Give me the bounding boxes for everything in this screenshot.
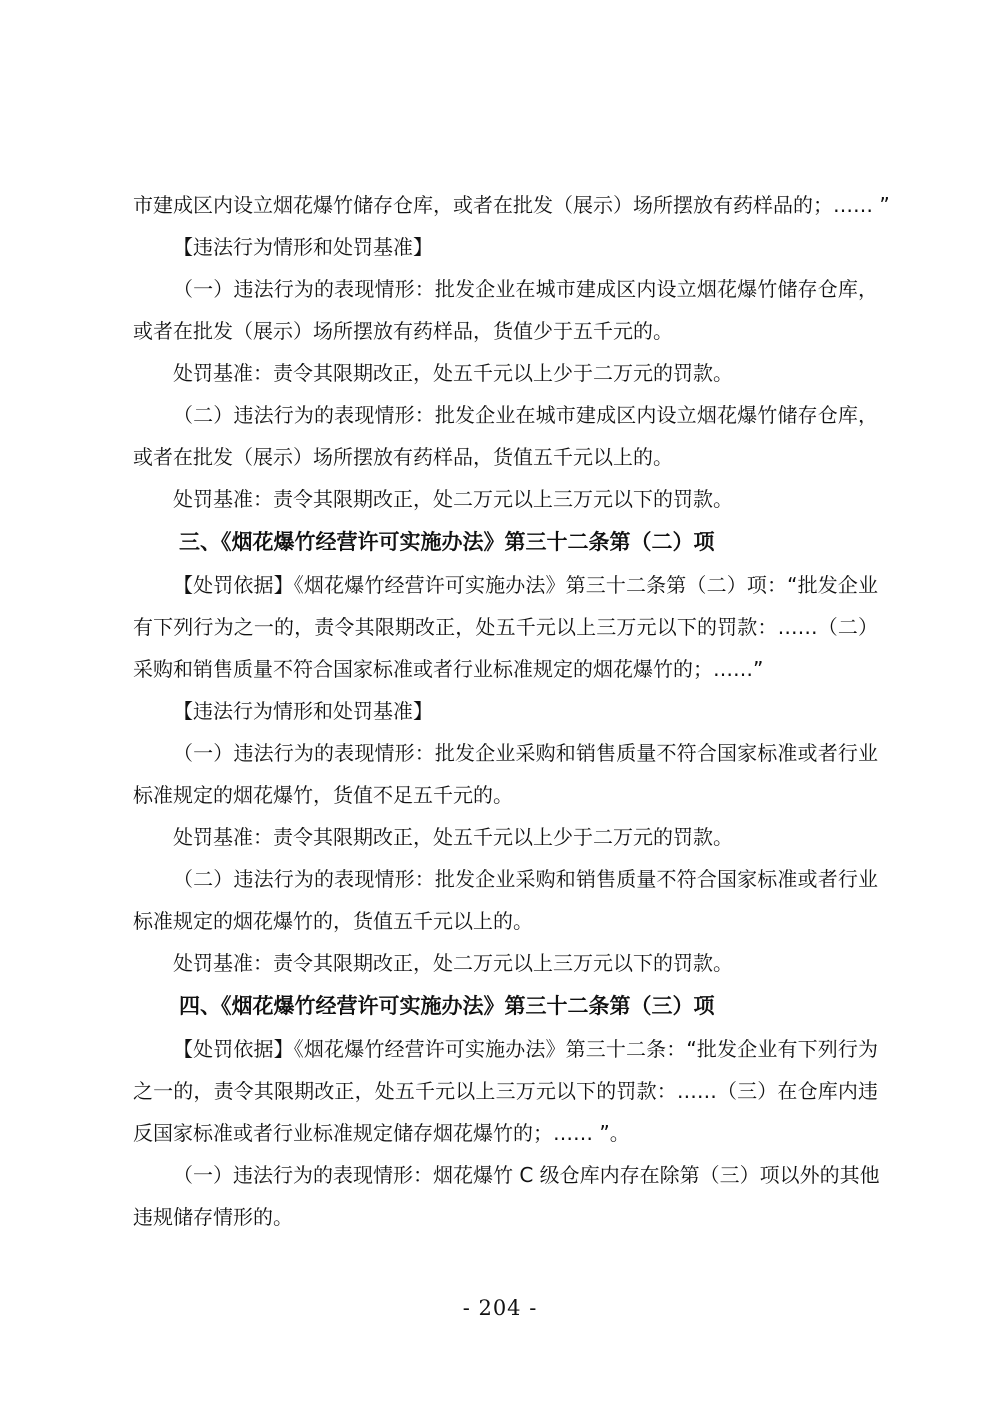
text-line: （一）违法行为的表现情形：烟花爆竹 C 级仓库内存在除第（三）项以外的其他 [173,1163,880,1187]
page-number: - 204 - [462,1296,538,1320]
text-line: 【处罚依据】《烟花爆竹经营许可实施办法》第三十二条第（二）项：“批发企业 [173,573,878,597]
section-heading: 三、《烟花爆竹经营许可实施办法》第三十二条第（二）项 [179,529,715,554]
text-line: 处罚基准：责令其限期改正，处二万元以上三万元以下的罚款。 [173,487,733,511]
text-line: 处罚基准：责令其限期改正，处五千元以上少于二万元的罚款。 [173,825,733,849]
text-line: 违规储存情形的。 [133,1205,293,1229]
text-line: 处罚基准：责令其限期改正，处五千元以上少于二万元的罚款。 [173,361,733,385]
text-line: （一）违法行为的表现情形：批发企业采购和销售质量不符合国家标准或者行业 [173,741,878,765]
text-line: 反国家标准或者行业标准规定储存烟花爆竹的；…… ”。 [133,1121,630,1145]
text-line: （二）违法行为的表现情形：批发企业在城市建成区内设立烟花爆竹储存仓库， [173,403,878,427]
text-line: 【违法行为情形和处罚基准】 [173,235,433,259]
text-line: 【违法行为情形和处罚基准】 [173,699,433,723]
text-line: 标准规定的烟花爆竹，货值不足五千元的。 [133,783,513,807]
text-line: （一）违法行为的表现情形：批发企业在城市建成区内设立烟花爆竹储存仓库， [173,277,878,301]
text-line: 【处罚依据】《烟花爆竹经营许可实施办法》第三十二条：“批发企业有下列行为 [173,1037,878,1061]
text-line: （二）违法行为的表现情形：批发企业采购和销售质量不符合国家标准或者行业 [173,867,878,891]
section-heading: 四、《烟花爆竹经营许可实施办法》第三十二条第（三）项 [179,993,715,1018]
text-line: 之一的，责令其限期改正，处五千元以上三万元以下的罚款：……（三）在仓库内违 [133,1079,878,1103]
text-line: 有下列行为之一的，责令其限期改正，处五千元以上三万元以下的罚款：……（二） [133,615,878,639]
text-line: 处罚基准：责令其限期改正，处二万元以上三万元以下的罚款。 [173,951,733,975]
text-line: 标准规定的烟花爆竹的，货值五千元以上的。 [133,909,533,933]
text-line: 市建成区内设立烟花爆竹储存仓库，或者在批发（展示）场所摆放有药样品的；…… ” [133,193,890,217]
text-line: 或者在批发（展示）场所摆放有药样品，货值少于五千元的。 [133,319,673,343]
text-line: 或者在批发（展示）场所摆放有药样品，货值五千元以上的。 [133,445,673,469]
document-body [133,184,890,1238]
text-line: 采购和销售质量不符合国家标准或者行业标准规定的烟花爆竹的；……” [133,657,764,681]
